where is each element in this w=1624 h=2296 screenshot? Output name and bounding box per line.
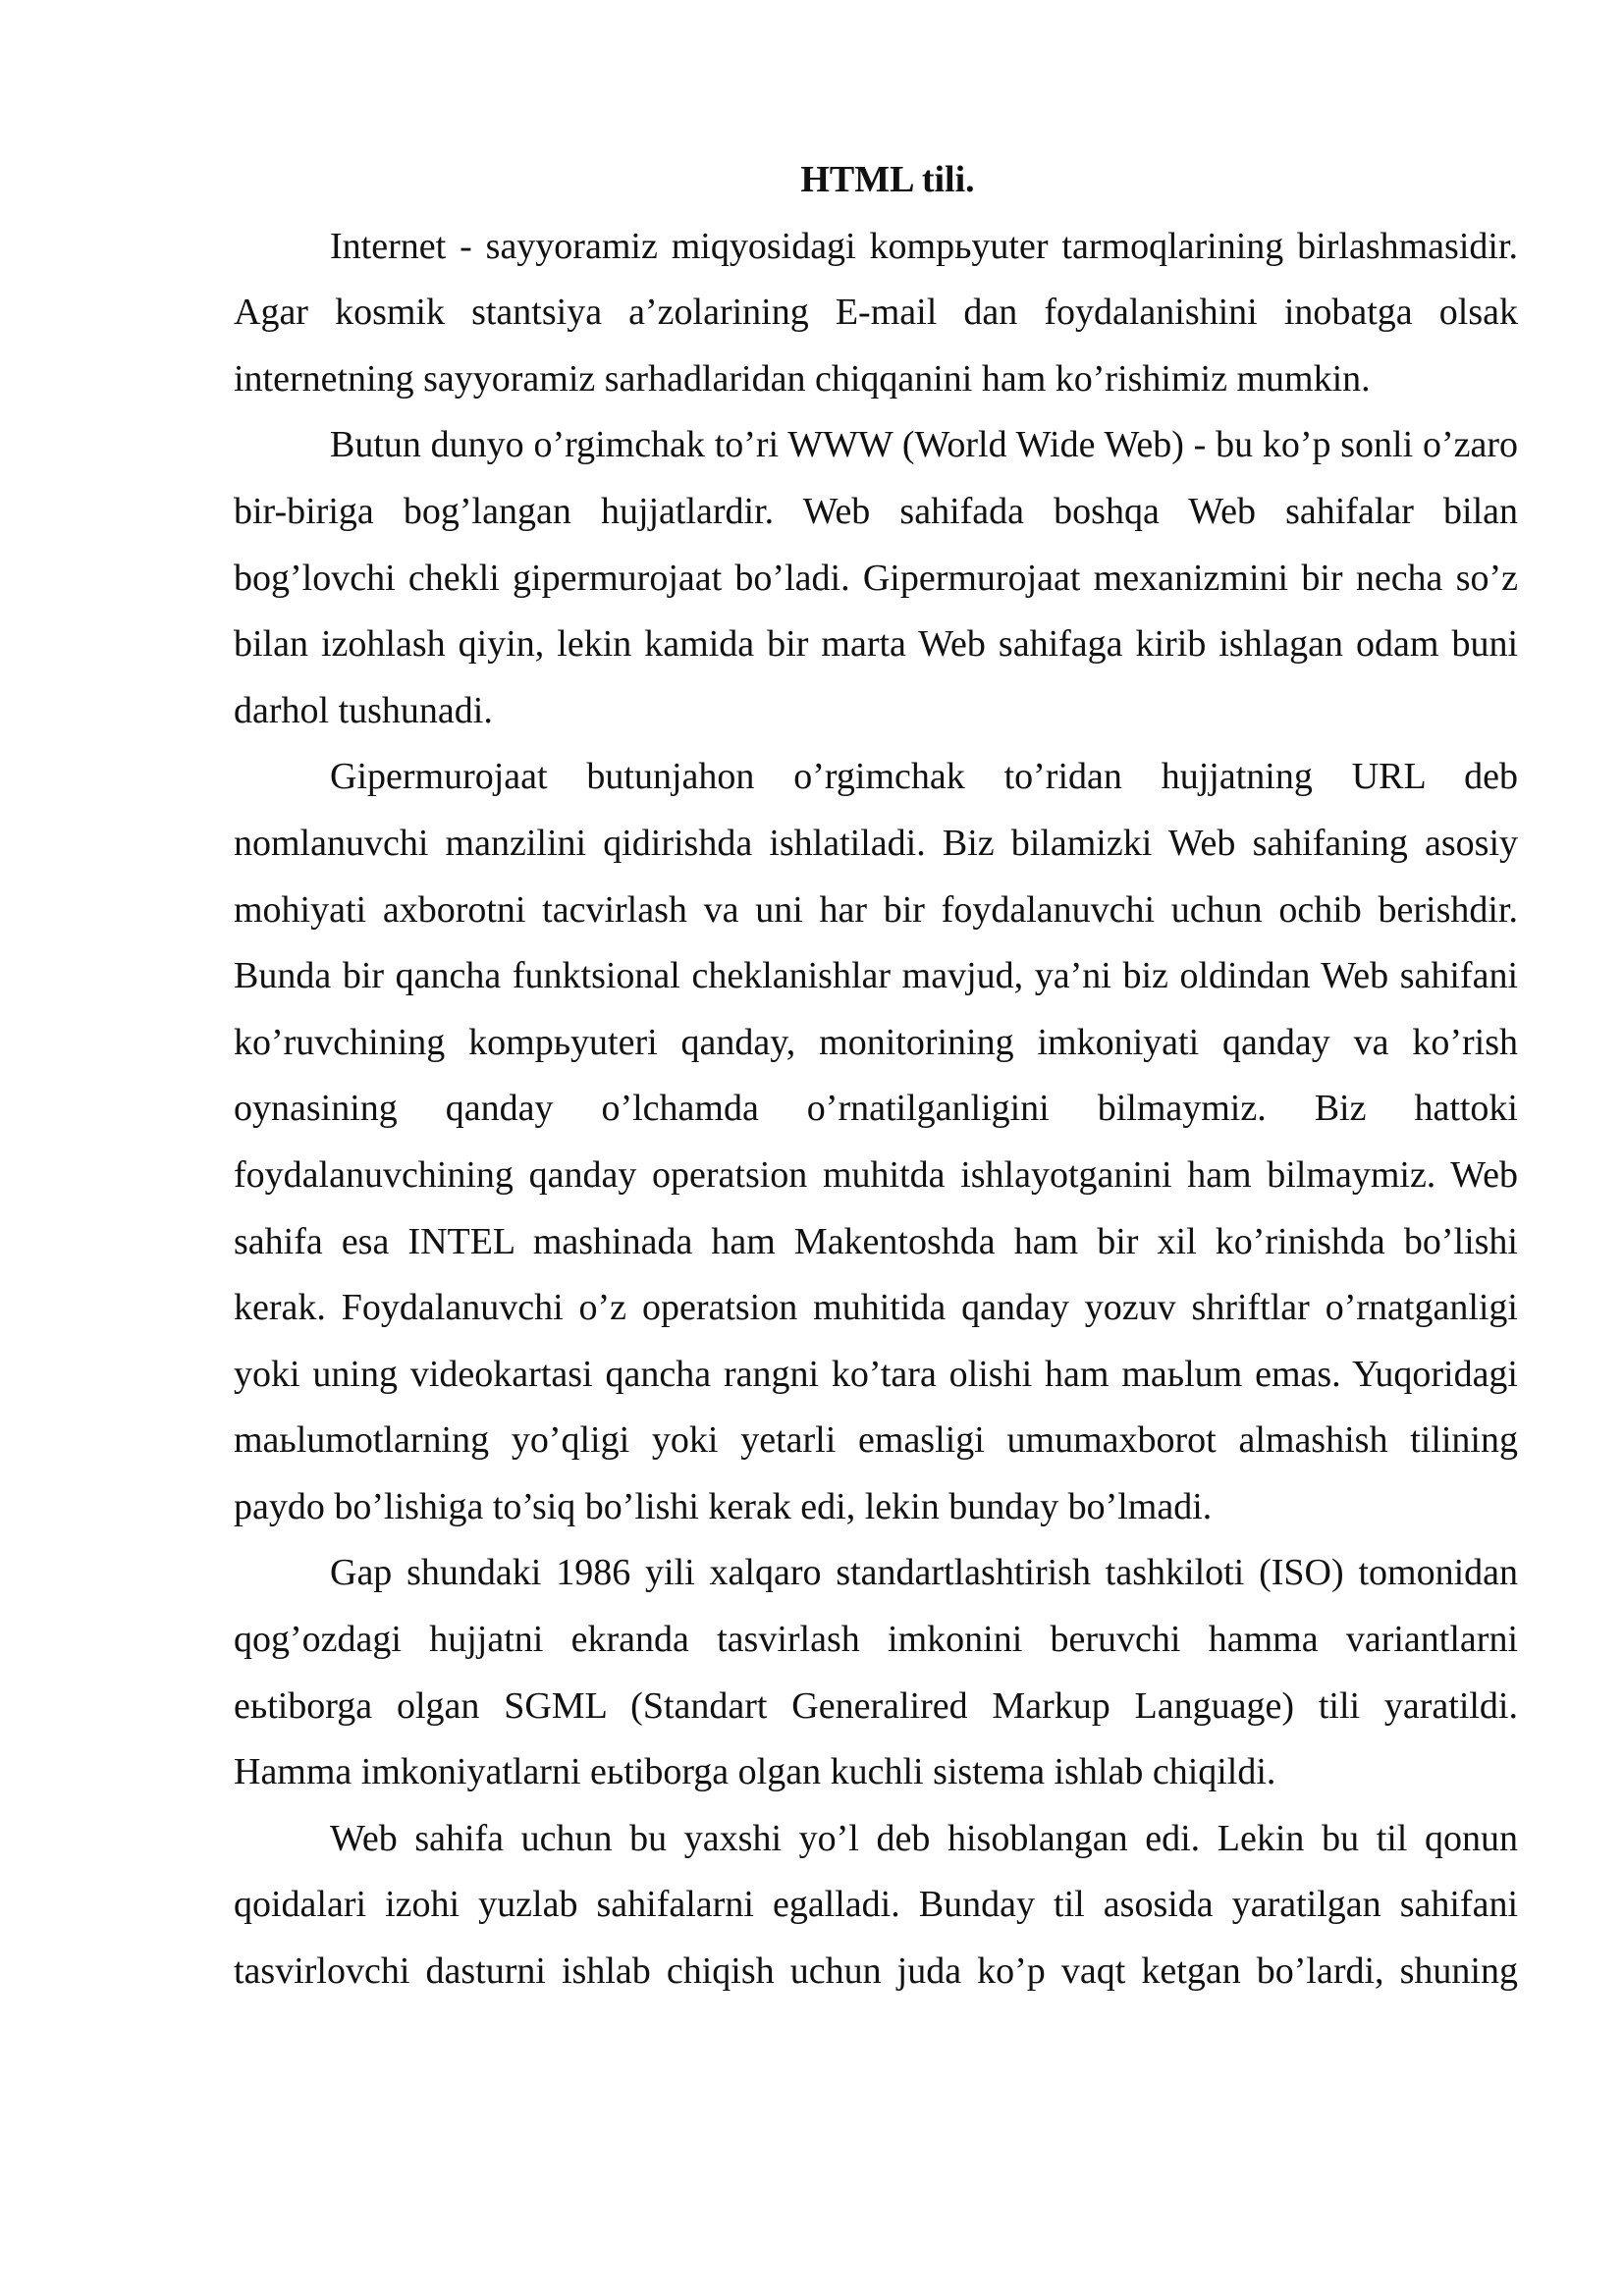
paragraph-sgml: Gap shundaki 1986 yili xalqaro standartlashtirish tashkiloti (ISO) tomonidan qog’ozdagi hujjatni ekranda tasvirlash imkonini beruvchi hamma variantlarni eьtiborga olgan SGML (Standart Generalired Markup Language) tili yaratildi. Hamma imkoniyatlarni eьtiborga olgan kuchli sistema ishlab chiqildi. (234, 1552, 1518, 1793)
document-body (234, 147, 1518, 2005)
paragraph-hyperlink: Gipermurojaat butunjahon o’rgimchak to’ridan hujjatning URL deb nomlanuvchi manzilini qidirishda ishlatiladi. Biz bilamizki Web sahifaning asosiy mohiyati axborotni tacvirlash va uni har bir foydalanuvchi uchun ochib berishdir. Bunda bir qancha funktsional cheklanishlar mavjud, ya’ni biz oldindan Web sahifani ko’ruvchining kompьyuteri qanday, monitorining imkoniyati qanday va ko’rish oynasining qanday o’lchamda o’rnatilganligini bilmaymiz. Biz hattoki foydalanuvchining qanday operatsion muhitda ishlayotganini ham bilmaymiz. Web sahifa esa INTEL mashinada ham Makentoshda ham bir xil ko’rinishda bo’lishi kerak. Foydalanuvchi o’z operatsion muhitida qanday yozuv shriftlar o’rnatganligi yoki uning videokartasi qancha rangni ko’tara olishi ham maьlum emas. Yuqoridagi maьlumotlarning yo’qligi yoki yetarli emasligi umumaxborot almashish tilining paydo bo’lishiga to’siq bo’lishi kerak edi, lekin bunday bo’lmadi. (234, 756, 1518, 1527)
paragraph-web-page: Web sahifa uchun bu yaxshi yo’l deb hisoblangan edi. Lekin bu til qonun qoidalari izohi yuzlab sahifalarni egalladi. Bunday til asosida yaratilgan sahifani tasvirlovchi dasturni ishlab chiqish uchun juda ko’p vaqt ketgan bo’lardi, shuning (234, 1817, 1518, 1993)
paragraph-internet: Internet - sayyoramiz miqyosidagi kompьyuter tarmoqlarining birlashmasidir. Agar kosmik stantsiya a’zolarining E-mail dan foydalanishini inobatga olsak internetning sayyoramiz sarhadlaridan chiqqanini ham ko’rishimiz mumkin. (234, 225, 1518, 400)
document-title: HTML tili. (800, 159, 975, 200)
paragraph-www: Butun dunyo o’rgimchak to’ri WWW (World Wide Web) - bu ko’p sonli o’zaro bir-biriga bog’langan hujjatlardir. Web sahifada boshqa Web sahifalar bilan bog’lovchi chekli gipermurojaat bo’ladi. Gipermurojaat mexanizmini bir necha so’z bilan izohlash qiyin, lekin kamida bir marta Web sahifaga kirib ishlagan odam buni darhol tushunadi. (234, 424, 1518, 731)
